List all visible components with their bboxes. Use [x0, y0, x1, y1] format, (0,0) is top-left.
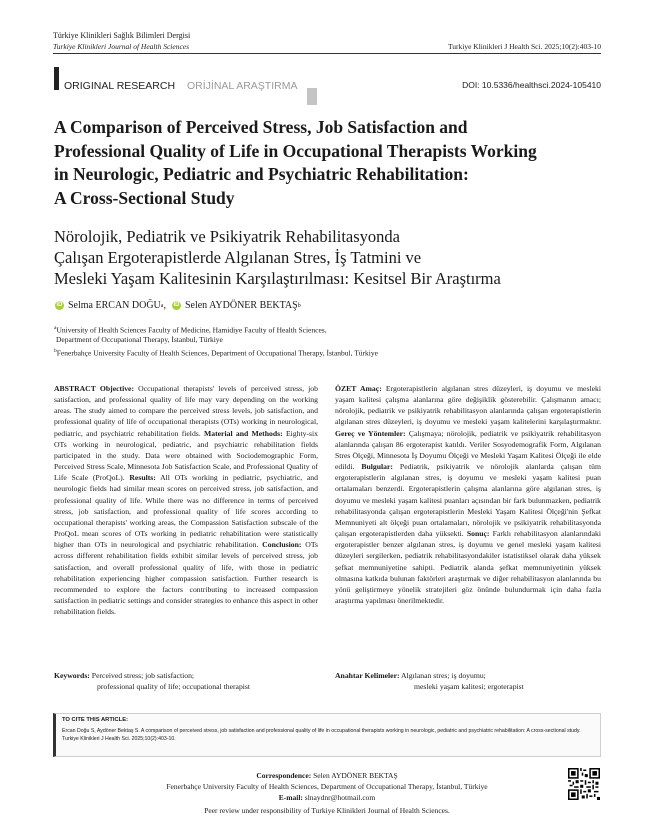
title-tr-line: Çalışan Ergoterapistlerde Algılanan Stres, İş Tatmini ve [54, 248, 422, 267]
title-en [54, 116, 614, 210]
orcid-icon[interactable]: iD [56, 302, 63, 308]
orcid-icon[interactable]: iD [173, 302, 180, 308]
abstract-methods: Çalışmaya; nörolojik, pediatrik ve psikiyatrik rehabilitasyon alanlarında çalışan 86 ergoterapist katıldı. Veriler Sosyodemografik Form, Algılanan Stres Ölçeği, Minnesota İş Doyumu Ölçeği ve Mesleki Yaşam Kalitesi Ölçeği ile elde edildi. [335, 428, 601, 472]
journal-name-en: Turkiye Klinikleri Journal of Health Sciences [53, 42, 190, 51]
keywords-label: Anahtar Kelimeler: [335, 671, 400, 680]
keywords-line: mesleki yaşam kalitesi; ergoterapist [414, 682, 524, 691]
keywords-line: professional quality of life; occupational therapist [97, 682, 251, 691]
cite-text: Ercan Doğu S, Aydöner Bektaş S. A comparison of perceived stress, job satisfaction and professional quality of life in occupational therapists working in neurologic, pediatric and psychiatric rehabilitation: A cross-sectional study. Turkiye Klinikleri J Health Sci. 2025;10(2):403-10. [62, 728, 581, 742]
title-en-line: Professional Quality of Life in Occupational Therapists Working [54, 140, 537, 161]
author-affiliation-mark: a [160, 302, 164, 309]
cite-heading: TO CITE THIS ARTICLE: [62, 717, 129, 723]
affiliation-text: University of Health Sciences Faculty of Medicine, Hamidiye Faculty of Health Sciences, [56, 325, 327, 335]
affiliation-b [54, 346, 378, 359]
article-type-accent [307, 88, 317, 105]
abstract-objective: Ergoterapistlerin algılanan stres düzeyleri, iş doyumu ve mesleki yaşam kalitesi çalışma alanlarına göre değişiklik gösterebilir. Çalışmanın amacı; nörolojik, pediatrik ve psikiyatrik rehabilitasyon alanlarında çalışan ergoterapistlerin algılanan stres düzeyleri, iş doyumu ve mesleki yaşam kalitelerini karşılaştırmaktır. [335, 384, 601, 427]
author-affiliation-mark: b [297, 302, 301, 309]
keywords-en [54, 671, 194, 682]
article-type-tr: ORİJİNAL ARAŞTIRMA [187, 80, 298, 92]
affiliation-mark: b [54, 348, 57, 354]
email-label: E-mail: [278, 793, 303, 802]
correspondence-name-line [0, 771, 654, 781]
author-separator: , [163, 300, 166, 311]
abstract-conclusion: Farklı rehabilitasyon alanlarındaki ergoterapistler benzer algılanan stres, iş doyumu ve genel mesleki yaşam kalitesi düzeyleri sergilerken, pediatrik rehabilitasyondakiler istatistiksel olarak daha yüksek şefkat memnuniyetine sahipti. Pediatrik alanda şefkat memnuniyetinin yüksek olmasına katkıda bulunan faktörleri araştırmak ve diğer rehabilitasyon alanlarında bu yönü geliştirmeye yönelik stratejileri göz önünde bulundurmak için daha fazla araştırma yapılması önerilmektedir. [335, 529, 601, 605]
article-type-en: ORIGINAL RESEARCH [64, 80, 176, 92]
affiliation-text: Fenerbahçe University Faculty of Health Sciences, Department of Occupational Therapy, İstanbul, Türkiye [56, 348, 378, 358]
keywords-label: Keywords: [54, 671, 90, 680]
author-name[interactable]: Selen AYDÖNER BEKTAŞ [184, 300, 298, 311]
header-divider [53, 53, 601, 54]
abstract-label: ABSTRACT Objective: [54, 384, 135, 393]
abstract-conclusion: OTs across different rehabilitation fields exhibit similar levels of perceived stress, job satisfaction, and overall professional quality of life, with those in pediatric rehabilitation experiencing higher compassion satisfaction. Further research is recommended to explore the factors contributing to increased compassion satisfaction in pediatric settings and consider strategies to enhance this aspect in other rehabilitation fields. [54, 540, 318, 617]
peer-review-note: Peer review under responsibility of Turkiye Klinikleri Journal of Health Sciences. [204, 806, 450, 815]
email-link[interactable]: slnaydnr@hotmail.com [302, 793, 376, 802]
qr-code-icon [568, 768, 600, 800]
article-type-marker [54, 67, 59, 90]
journal-citation: Turkiye Klinikleri J Health Sci. 2025;10(2):403-10 [447, 42, 601, 51]
title-en-line: A Comparison of Perceived Stress, Job Satisfaction and [54, 117, 468, 137]
abstract-en [54, 383, 318, 617]
title-tr [54, 226, 614, 289]
correspondence-label: Correspondence: [256, 771, 312, 780]
abstract-tr [335, 383, 601, 606]
journal-name-tr: Türkiye Klinikleri Sağlık Bilimleri Dergisi [53, 31, 191, 40]
cite-this-article-box [53, 713, 601, 757]
affiliation-mark: a [54, 325, 57, 331]
abstract-methods-label: Material and Methods: [203, 428, 283, 438]
abstract-objective: Occupational therapists' levels of perceived stress, job satisfaction, and professional quality of life may vary depending on the working areas. The study aimed to compare the perceived stress levels, job satisfaction, and professional quality of life of occupational therapists (OTs) working in neurological, pediatric, and psychiatric rehabilitation fields. [54, 384, 318, 438]
abstract-label: ÖZET Amaç: [335, 384, 382, 393]
author-name[interactable]: Selma ERCAN DOĞU [68, 300, 161, 311]
title-en-line: in Neurologic, Pediatric and Psychiatric Rehabilitation: [54, 164, 469, 184]
keywords-line: Algılanan stres; iş doyumu; [401, 671, 486, 680]
keywords-tr [335, 671, 486, 682]
doi-link[interactable]: DOI: 10.5336/healthsci.2024-105410 [462, 80, 601, 90]
author-list [55, 300, 301, 311]
abstract-results: All OTs working in pediatric, psychiatric, and neurologic fields had similar mean scores on perceived stress, job satisfaction, and professional quality of life. While there was no difference in terms of perceived stress, job satisfaction, and professional quality of life scores according to occupational therapists' working areas, the Compassion Satisfaction subscale of the ProQoL mean scores of OTs working in pediatric rehabilitation were statistically higher than OTs in neurological and psychiatric rehabilitation. [54, 473, 318, 550]
abstract-methods: Eighty-six OTs working in neurological, pediatric, and psychiatric rehabilitation fields participated in the study. Data were obtained with Sociodemographic Form, Perceived Stress Scale, Minnesota Job Satisfaction Scale, and Professional Quality of Life Scale (ProQoL). [54, 428, 319, 483]
affiliation-a-cont: Department of Occupational Therapy, İstanbul, Türkiye [56, 335, 223, 344]
abstract-conclusion-label: Conclusion: [262, 540, 302, 550]
title-tr-line: Mesleki Yaşam Kalitesinin Karşılaştırılması: Kesitsel Bir Araştırma [54, 269, 501, 288]
abstract-conclusion-label: Sonuç: [466, 529, 490, 539]
correspondence-address: Fenerbahçe University Faculty of Health Sciences, Department of Occupational Therapy, İstanbul, Türkiye [166, 782, 488, 791]
abstract-results-label: Results: [129, 473, 156, 483]
correspondence-name: Selen AYDÖNER BEKTAŞ [311, 771, 398, 780]
abstract-methods-label: Gereç ve Yöntemler: [335, 428, 406, 438]
title-en-line: A Cross-Sectional Study [54, 187, 235, 208]
title-tr-line: Nörolojik, Pediatrik ve Psikiyatrik Rehabilitasyonda [54, 227, 400, 246]
abstract-results: Pediatrik, psikiyatrik ve nörolojik alanlarda çalışan tüm ergoterapistlerin algılanan stres, iş doyumu ve mesleki yaşam kalitesi puan ortalamaları benzerdi. Ergoterapistlerin çalışma alanlarına göre algılanan stres, iş doyumu ve mesleki yaşam kalitesi puanları açısından bir fark bulunmazken, pediatrik rehabilitasyonda çalışan ergoterapistlerin Mesleki Yaşam Kalitesi Ölçeği'nin Şefkat Memnuniyeti alt ölçeği puan ortalamaları, nörolojik ve psikiyatrik rehabilitasyonda çalışan ergoterapistlerden daha yüksekti. [335, 462, 601, 539]
correspondence-email-line [0, 793, 654, 803]
abstract-results-label: Bulgular: [361, 462, 393, 472]
keywords-line: Perceived stress; job satisfaction; [91, 671, 195, 680]
